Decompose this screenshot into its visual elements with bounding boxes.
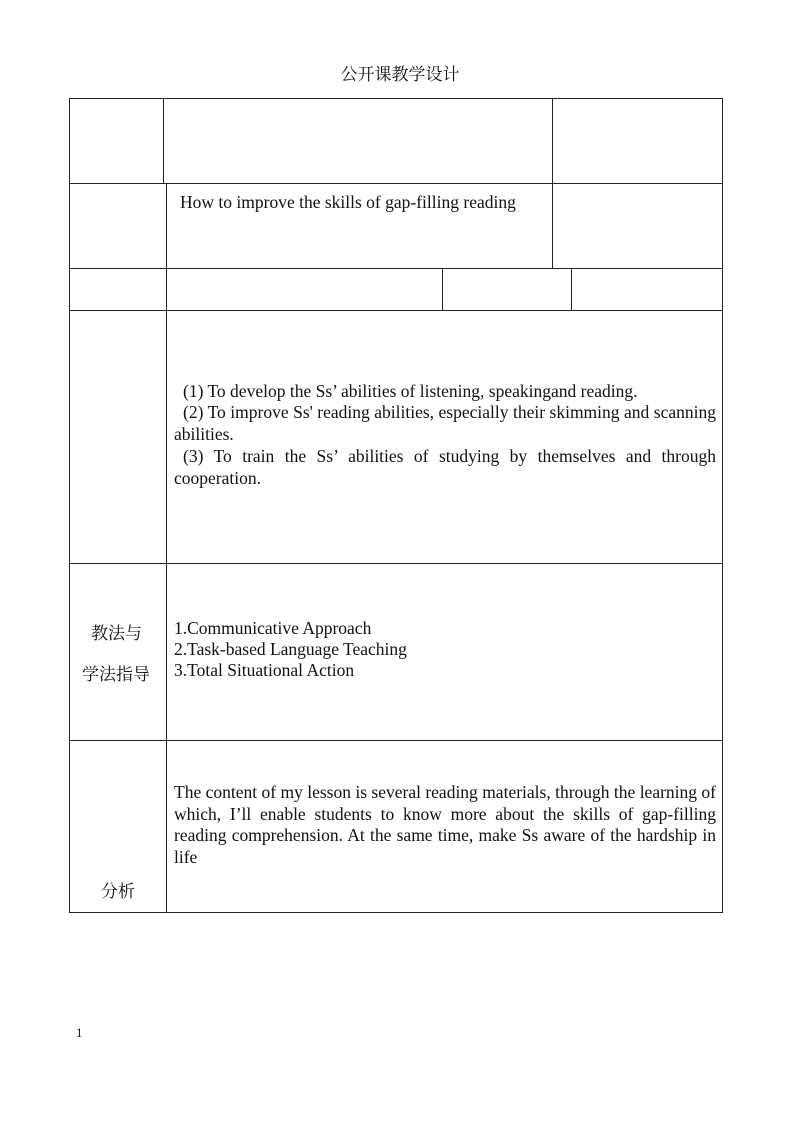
objective-item: (3) To train the Ss’ abilities of studying by themselves and through cooperation. xyxy=(174,446,716,488)
method-item: 2.Task-based Language Teaching xyxy=(174,639,407,659)
methods-label-line1: 教法与 xyxy=(91,624,142,644)
page-number: 1 xyxy=(76,1025,83,1040)
lesson-topic: How to improve the skills of gap-filling reading xyxy=(180,192,516,212)
method-item: 1.Communicative Approach xyxy=(174,618,372,638)
analysis-label: 分析 xyxy=(101,882,135,902)
objective-item: (1) To develop the Ss’ abilities of listening, speakingand reading. xyxy=(183,381,638,401)
methods-label-line2: 学法指导 xyxy=(82,665,150,685)
method-item: 3.Total Situational Action xyxy=(174,660,355,680)
objective-item: (2) To improve Ss' reading abilities, especially their skimming and scanning abilities. xyxy=(174,402,716,444)
analysis-text: The content of my lesson is several reading materials, through the learning of which, I’ll enable students to know more about the skills of gap-filling reading comprehension. At the same time, make Ss aware of the hardship in life xyxy=(174,782,716,867)
document-title: 公开课教学设计 xyxy=(340,65,460,85)
